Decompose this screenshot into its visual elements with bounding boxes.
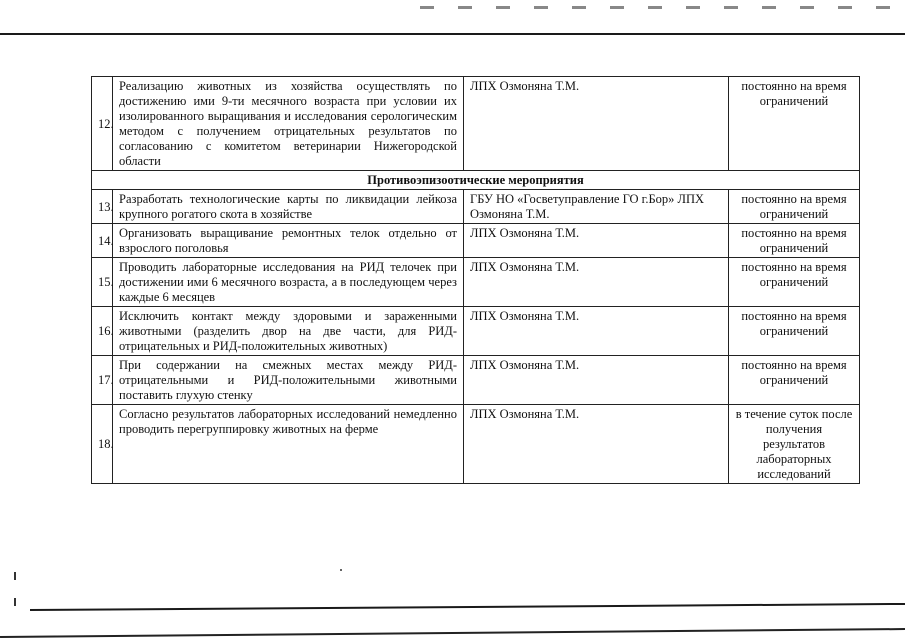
deadline-term: постоянно на время ограничений [729,258,860,307]
row-number: 16. [92,307,113,356]
row-number: 13. [92,190,113,224]
responsible-party: ЛПХ Озмоняна Т.М. [464,356,729,405]
scan-artifact-bottom-edge [0,628,905,638]
responsible-party: ЛПХ Озмоняна Т.М. [464,307,729,356]
deadline-term: постоянно на время ограничений [729,224,860,258]
deadline-term: постоянно на время ограничений [729,356,860,405]
measure-description: При содержании на смежных местах между РИД-отрицательными и РИД-положительными животными поставить глухую стенку [113,356,464,405]
scan-artifact-top-line [0,33,905,35]
row-number: 17. [92,356,113,405]
table-row [92,307,860,356]
row-number: 14. [92,224,113,258]
measure-description: Разработать технологические карты по ликвидации лейкоза крупного рогатого скота в хозяйстве [113,190,464,224]
table-row [92,405,860,484]
deadline-term: постоянно на время ограничений [729,307,860,356]
measure-description: Исключить контакт между здоровыми и зараженными животными (разделить двор на две части, для РИД-отрицательных и РИД-положительных животных) [113,307,464,356]
section-header-row [92,171,860,190]
table-body-after-section [92,190,860,484]
scan-artifact-dashes [420,6,900,9]
table-body-before-section [92,77,860,171]
responsible-party: ЛПХ Озмоняна Т.М. [464,258,729,307]
deadline-term: постоянно на время ограничений [729,190,860,224]
deadline-term: в течение суток после получения результатов лабораторных исследований [729,405,860,484]
responsible-party: ЛПХ Озмоняна Т.М. [464,224,729,258]
measure-description: Проводить лабораторные исследования на РИД телочек при достижении ими 6 месячного возраста, а в последующем через каждые 6 месяцев [113,258,464,307]
section-title: Противоэпизоотические мероприятия [92,171,860,190]
deadline-term: постоянно на время ограничений [729,77,860,171]
measure-description: Согласно результатов лабораторных исследований немедленно проводить перегруппировку животных на ферме [113,405,464,484]
measure-description: Реализацию животных из хозяйства осуществлять по достижению ими 9-ти месячного возраста при условии их изолированного выращивания и исследования серологическим методом с получением отрицательных результатов по согласованию с комитетом ветеринарии Нижегородской области [113,77,464,171]
responsible-party: ГБУ НО «Госветуправление ГО г.Бор» ЛПХ Озмоняна Т.М. [464,190,729,224]
measure-description: Организовать выращивание ремонтных телок отдельно от взрослого поголовья [113,224,464,258]
responsible-party: ЛПХ Озмоняна Т.М. [464,405,729,484]
scan-artifact-bottom-line [30,603,905,611]
row-number: 18. [92,405,113,484]
scan-artifact-tick [14,598,16,606]
table-row [92,258,860,307]
scan-artifact-tick [14,572,16,580]
measures-table [91,76,860,484]
table-row [92,356,860,405]
table-row [92,224,860,258]
responsible-party: ЛПХ Озмоняна Т.М. [464,77,729,171]
scan-artifact-dot [340,569,342,571]
table-row [92,190,860,224]
table-row [92,77,860,171]
row-number: 15. [92,258,113,307]
row-number: 12. [92,77,113,171]
section-header-body [92,171,860,190]
